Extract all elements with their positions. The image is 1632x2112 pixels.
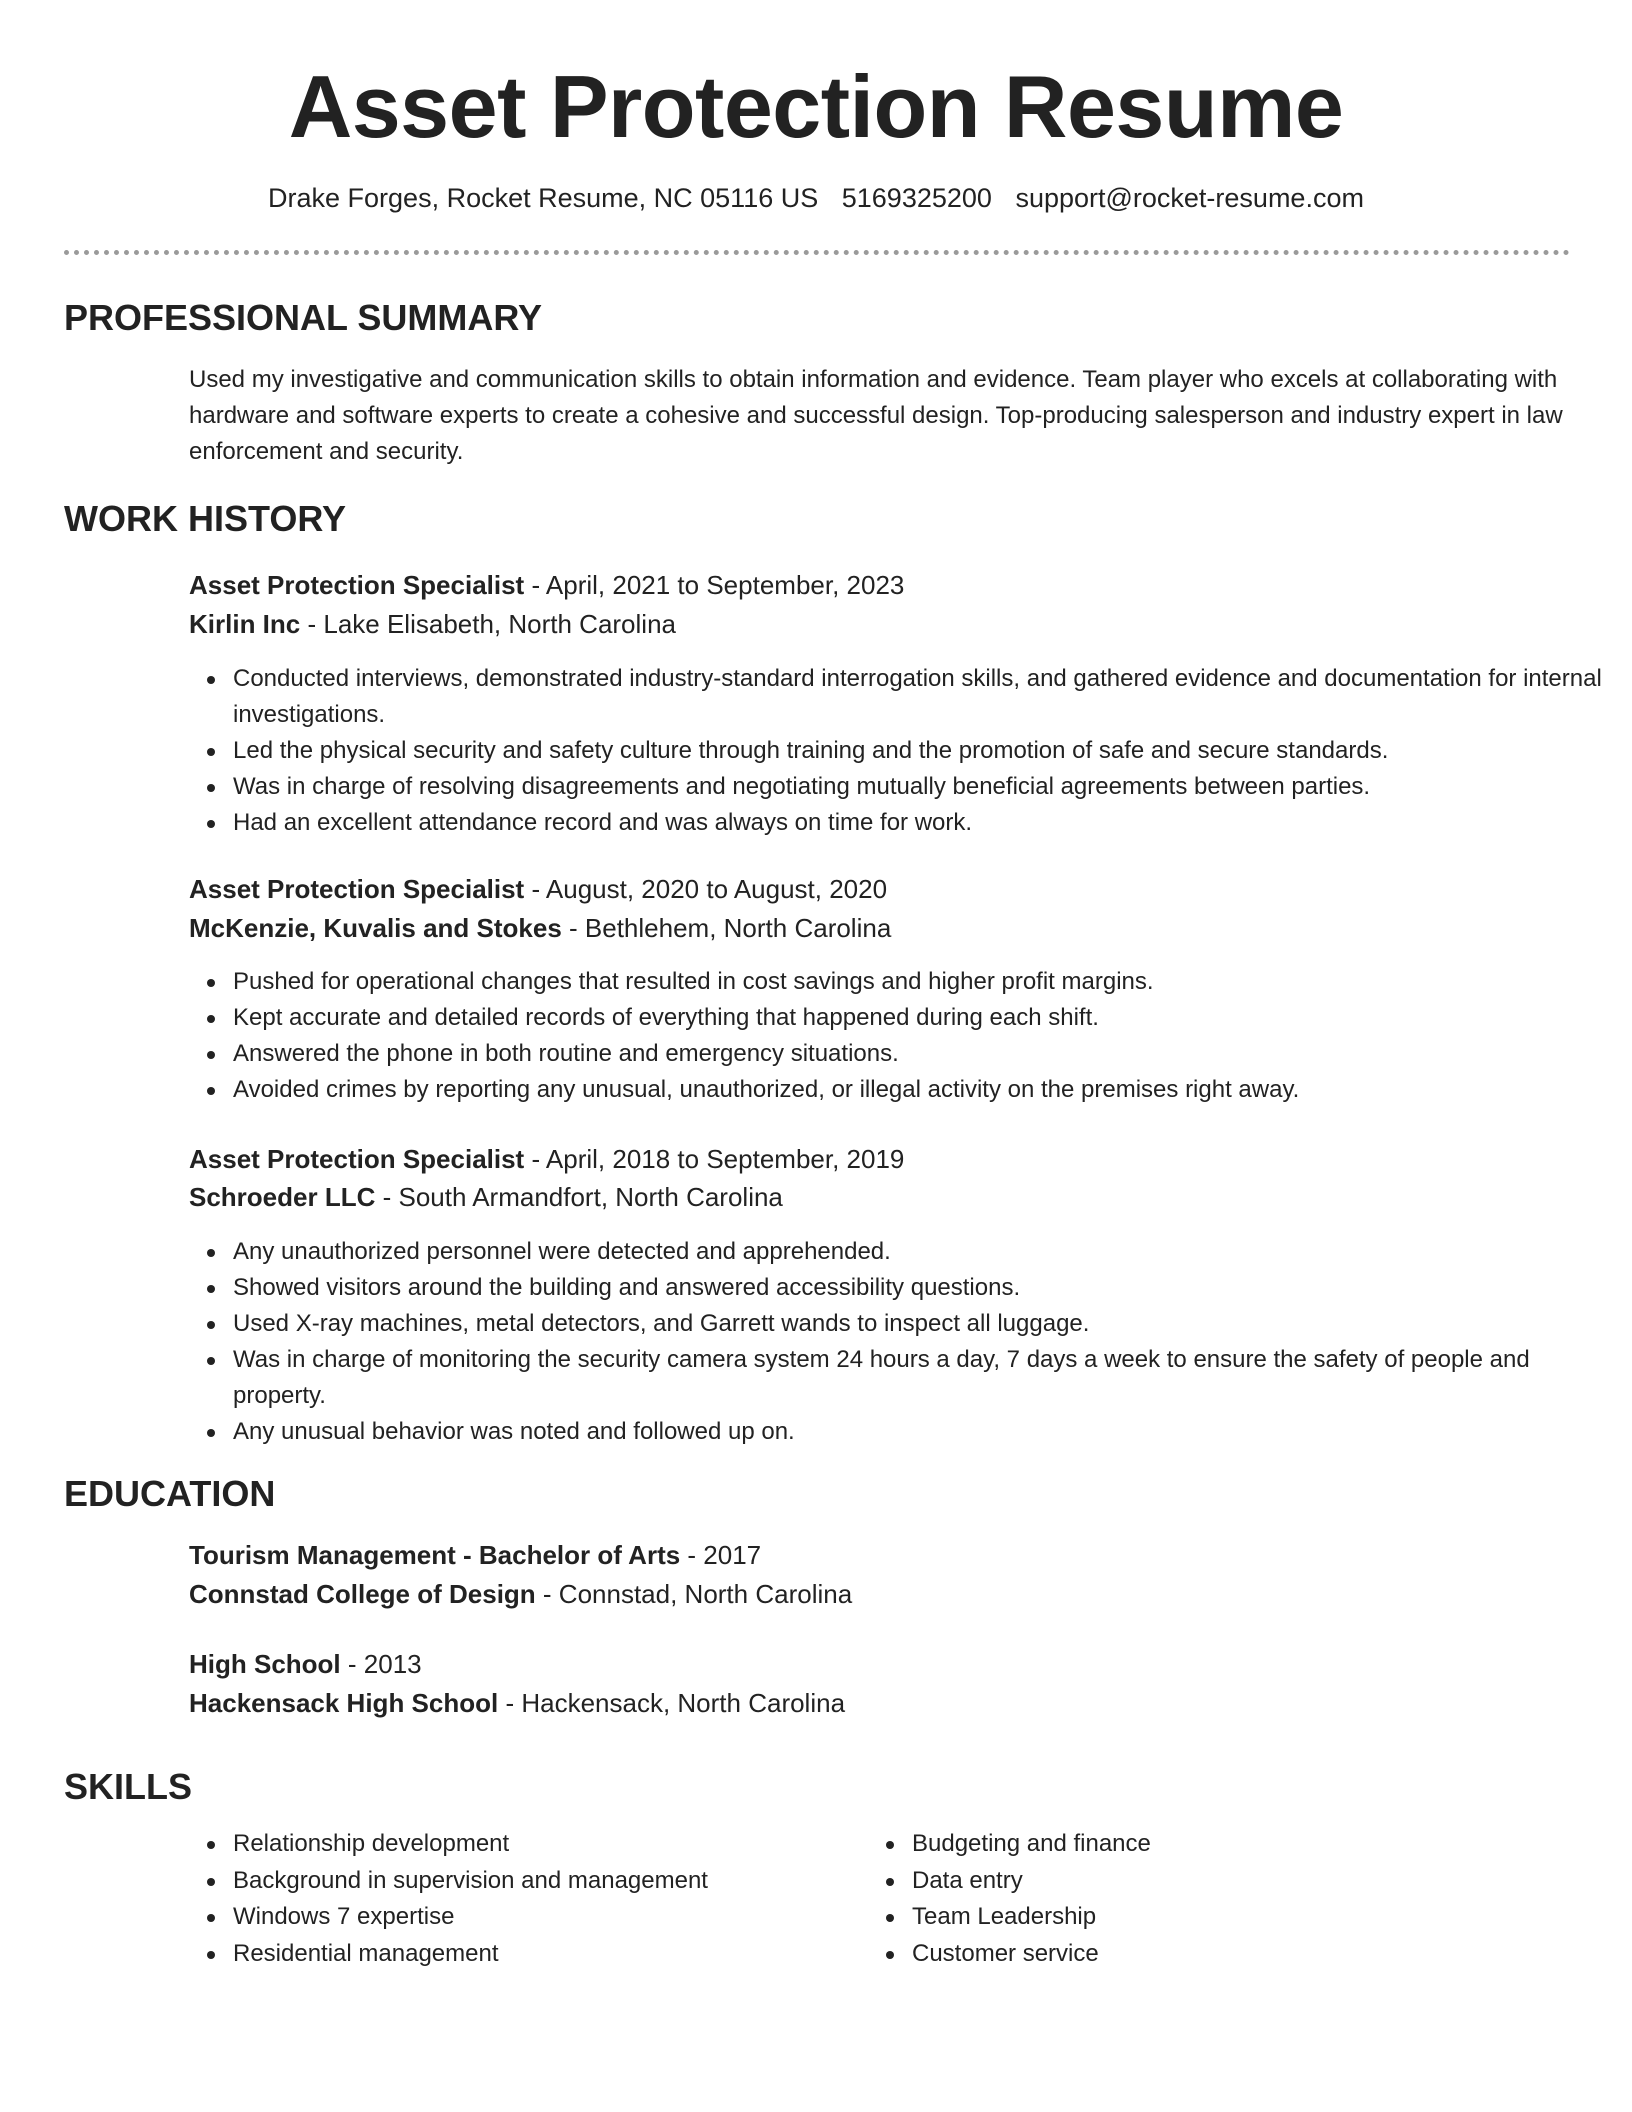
- resume-title: Asset Protection Resume: [288, 57, 1344, 156]
- education-school-line: [189, 1575, 1569, 1613]
- skill-item: Customer service: [912, 1936, 1532, 1973]
- job-company: Schroeder LLC: [189, 1182, 376, 1212]
- summary-heading: PROFESSIONAL SUMMARY: [64, 297, 543, 338]
- job-title-line: [189, 870, 1569, 908]
- job-location: - Lake Elisabeth, North Carolina: [300, 609, 676, 639]
- list-item: Answered the phone in both routine and emergency situations.: [233, 1036, 1613, 1072]
- job-dates: - August, 2020 to August, 2020: [524, 874, 888, 904]
- job-location: - South Armandfort, North Carolina: [375, 1182, 783, 1212]
- job-dates: - April, 2018 to September, 2019: [524, 1144, 905, 1174]
- education-degree-line: [189, 1536, 1569, 1574]
- list-item: Was in charge of monitoring the security camera system 24 hours a day, 7 days a week to ensure the safety of people and property.: [233, 1342, 1613, 1414]
- education-school: Hackensack High School: [189, 1688, 499, 1718]
- job-bullets: [189, 964, 1613, 1108]
- job-title-line: [189, 566, 1569, 604]
- job-company-line: [189, 1178, 1569, 1216]
- contact-line: [0, 180, 1632, 216]
- job-title: Asset Protection Specialist: [189, 874, 525, 904]
- summary-text: Used my investigative and communication skills to obtain information and evidence. Team player who excels at collaborating with hardware and software experts to create a cohesive and successful design. Top-producing salesperson and industry expert in law enforcement and security.: [189, 366, 1563, 465]
- education-school-line: [189, 1684, 1569, 1722]
- list-item: Kept accurate and detailed records of everything that happened during each shift.: [233, 1000, 1613, 1036]
- job-company-line: [189, 909, 1569, 947]
- skill-item: Team Leadership: [912, 1899, 1532, 1936]
- skill-item: Data entry: [912, 1863, 1532, 1900]
- list-item: Used X-ray machines, metal detectors, and Garrett wands to inspect all luggage.: [233, 1306, 1613, 1342]
- education-degree: Tourism Management - Bachelor of Arts: [189, 1540, 681, 1570]
- education-year: - 2017: [680, 1540, 762, 1570]
- work-history-heading: WORK HISTORY: [64, 498, 347, 539]
- header-divider: [64, 250, 1570, 255]
- education-degree-line: [189, 1645, 1569, 1683]
- job-title: Asset Protection Specialist: [189, 1144, 525, 1174]
- job-title-line: [189, 1140, 1569, 1178]
- job-bullets: [189, 1234, 1613, 1450]
- list-item: Was in charge of resolving disagreements and negotiating mutually beneficial agreements between parties.: [233, 769, 1613, 805]
- skills-list-right: [868, 1826, 1532, 1972]
- skills-heading: SKILLS: [64, 1766, 193, 1807]
- education-location: - Hackensack, North Carolina: [498, 1688, 846, 1718]
- education-year: - 2013: [340, 1649, 422, 1679]
- list-item: Avoided crimes by reporting any unusual, unauthorized, or illegal activity on the premises right away.: [233, 1072, 1613, 1108]
- skill-item: Relationship development: [233, 1826, 853, 1863]
- skill-item: Windows 7 expertise: [233, 1899, 853, 1936]
- skill-item: Residential management: [233, 1936, 853, 1973]
- job-dates: - April, 2021 to September, 2023: [524, 570, 905, 600]
- education-school: Connstad College of Design: [189, 1579, 536, 1609]
- list-item: Pushed for operational changes that resulted in cost savings and higher profit margins.: [233, 964, 1613, 1000]
- list-item: Conducted interviews, demonstrated industry-standard interrogation skills, and gathered evidence and documentation for internal investigations.: [233, 661, 1613, 733]
- job-company-line: [189, 605, 1569, 643]
- list-item: Showed visitors around the building and answered accessibility questions.: [233, 1270, 1613, 1306]
- skill-item: Budgeting and finance: [912, 1826, 1532, 1863]
- job-bullets: [189, 661, 1613, 841]
- contact-address: Drake Forges, Rocket Resume, NC 05116 US: [268, 183, 819, 213]
- skill-item: Background in supervision and management: [233, 1863, 853, 1900]
- job-location: - Bethlehem, North Carolina: [561, 913, 892, 943]
- education-location: - Connstad, North Carolina: [535, 1579, 853, 1609]
- list-item: Had an excellent attendance record and was always on time for work.: [233, 805, 1613, 841]
- skills-list-left: [189, 1826, 853, 1972]
- job-title: Asset Protection Specialist: [189, 570, 525, 600]
- job-company: McKenzie, Kuvalis and Stokes: [189, 913, 562, 943]
- list-item: Any unauthorized personnel were detected and apprehended.: [233, 1234, 1613, 1270]
- list-item: Led the physical security and safety culture through training and the promotion of safe and secure standards.: [233, 733, 1613, 769]
- education-heading: EDUCATION: [64, 1473, 276, 1514]
- education-degree: High School: [189, 1649, 341, 1679]
- job-company: Kirlin Inc: [189, 609, 301, 639]
- contact-email: support@rocket-resume.com: [1015, 183, 1364, 213]
- contact-phone: 5169325200: [841, 183, 992, 213]
- list-item: Any unusual behavior was noted and followed up on.: [233, 1414, 1613, 1450]
